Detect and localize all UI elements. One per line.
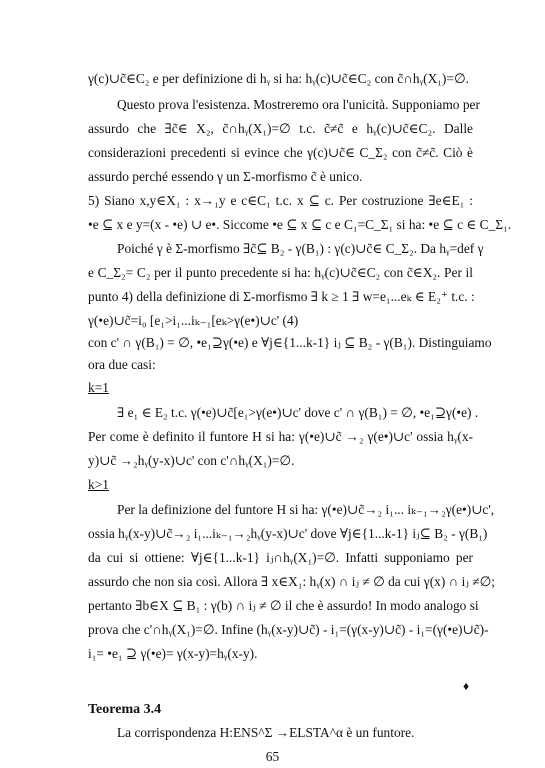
text-line: Per come è definito il funtore H si ha: γ(•e)∪c̃ →₂ γ(e•)∪c' ossia hᵧ(x- <box>88 429 473 444</box>
text-line: ossia hᵧ(x-y)∪c̃→₂ i₁...iₖ₋₁→₂hᵧ(y-x)∪c' dove ∀j∈{1...k-1} iⱼ⊆ B₂ - γ(B₁) <box>88 526 488 541</box>
text-line: con c' ∩ γ(B₁) = ∅, •e₁⊇γ(•e) e ∀j∈{1...k-1} iⱼ ⊆ B₂ - γ(B₁). Distinguiamo <box>88 335 492 350</box>
text-line: i₁= •e₁ ⊇ γ(•e)= γ(x-y)=hᵧ(x-y). <box>88 646 258 661</box>
text-line: Per la definizione del funtore H si ha: γ(•e)∪c̃→₂ i₁... iₖ₋₁→₂γ(e•)∪c', <box>117 502 495 517</box>
equation-4: γ(•e)∪c̃=i₀ [e₁>i₁...iₖ₋₁[eₖ>γ(e•)∪c' (4) <box>88 313 299 328</box>
text-line: •e ⊆ x e y=(x - •e) ∪ e•. Siccome •e ⊆ x ⊆ c e C₁=C_Σ₁ si ha: •e ⊆ c ∈ C_Σ₁. <box>88 217 512 232</box>
text-line: Questo prova l'esistenza. Mostreremo ora l'unicità. Supponiamo per <box>117 97 480 112</box>
theorem-statement: La corrispondenza H:ENS^Σ →ELSTA^α è un funtore. <box>117 725 415 740</box>
end-of-proof-mark: ♦ <box>463 679 470 693</box>
case-heading-k1: k=1 <box>88 380 109 395</box>
text-line: 5) Siano x,y∈X₁ : x→₁y e c∈C₁ t.c. x ⊆ c. Per costruzione ∃e∈E₁ : <box>88 193 473 208</box>
text-line: prova che c'∩hᵧ(X₁)=∅. Infine (hᵧ(x-y)∪c̃) - i₁=(γ(x-y)∪c̃) - i₁=(γ(•e)∪c̃)- <box>88 622 489 637</box>
text-line: considerazioni precedenti si evince che γ(c)∪c̃∈ C_Σ₂ con c̃≠c̃. Ciò è <box>88 145 473 160</box>
text-line: Poiché γ è Σ-morfismo ∃c̃⊆ B₂ - γ(B₁) : γ(c)∪c̃∈ C_Σ₂. Da hᵧ=def γ <box>117 241 484 256</box>
theorem-title: Teorema 3.4 <box>88 702 162 717</box>
text-line: ∃ e₁ ∈ E₂ t.c. γ(•e)∪c̃[e₁>γ(e•)∪c' dove c' ∩ γ(B₁) = ∅, •e₁⊇γ(•e) . <box>117 405 479 420</box>
text-line: assurdo che ∃c̃∈ X₂, c̃∩hᵧ(X₁)=∅ t.c. c̃≠c̃ e hᵧ(c)∪c̃∈C₂. Dalle <box>88 121 473 136</box>
text-line: ora due casi: <box>88 357 156 372</box>
text-line: γ(c)∪c̃∈C₂ e per definizione di hᵧ si ha: hᵧ(c)∪c̃∈C₂ con c̃∩hᵧ(X₁)=∅. <box>88 71 469 86</box>
text-line: pertanto ∃b∈X ⊆ B₁ : γ(b) ∩ iⱼ ≠ ∅ il che è assurdo! In modo analogo si <box>88 598 479 613</box>
text-line: y)∪c̃ →₂hᵧ(y-x)∪c' con c'∩hᵧ(X₁)=∅. <box>88 453 295 468</box>
text-line: da cui si ottiene: ∀j∈{1...k-1} iⱼ∩hᵧ(X₁)=∅. Infatti supponiamo per <box>88 550 473 565</box>
page-number: 65 <box>265 749 280 764</box>
text-line: e C_Σ₂= C₂ per il punto precedente si ha: hᵧ(c)∪c̃∈C₂ con c̃∈X₂. Per il <box>88 265 473 280</box>
text-line: assurdo che non sia così. Allora ∃ x∈X₁: hᵧ(x) ∩ iⱼ ≠ ∅ da cui γ(x) ∩ iⱼ ≠∅; <box>88 574 496 589</box>
text-line: assurdo perché essendo γ un Σ-morfismo c̃ è unico. <box>88 169 363 184</box>
case-heading-k-gt-1: k>1 <box>88 477 109 492</box>
text-line: punto 4) della definizione di Σ-morfismo ∃ k ≥ 1 ∃ w=e₁...eₖ ∈ E₂⁺ t.c. : <box>88 289 475 304</box>
